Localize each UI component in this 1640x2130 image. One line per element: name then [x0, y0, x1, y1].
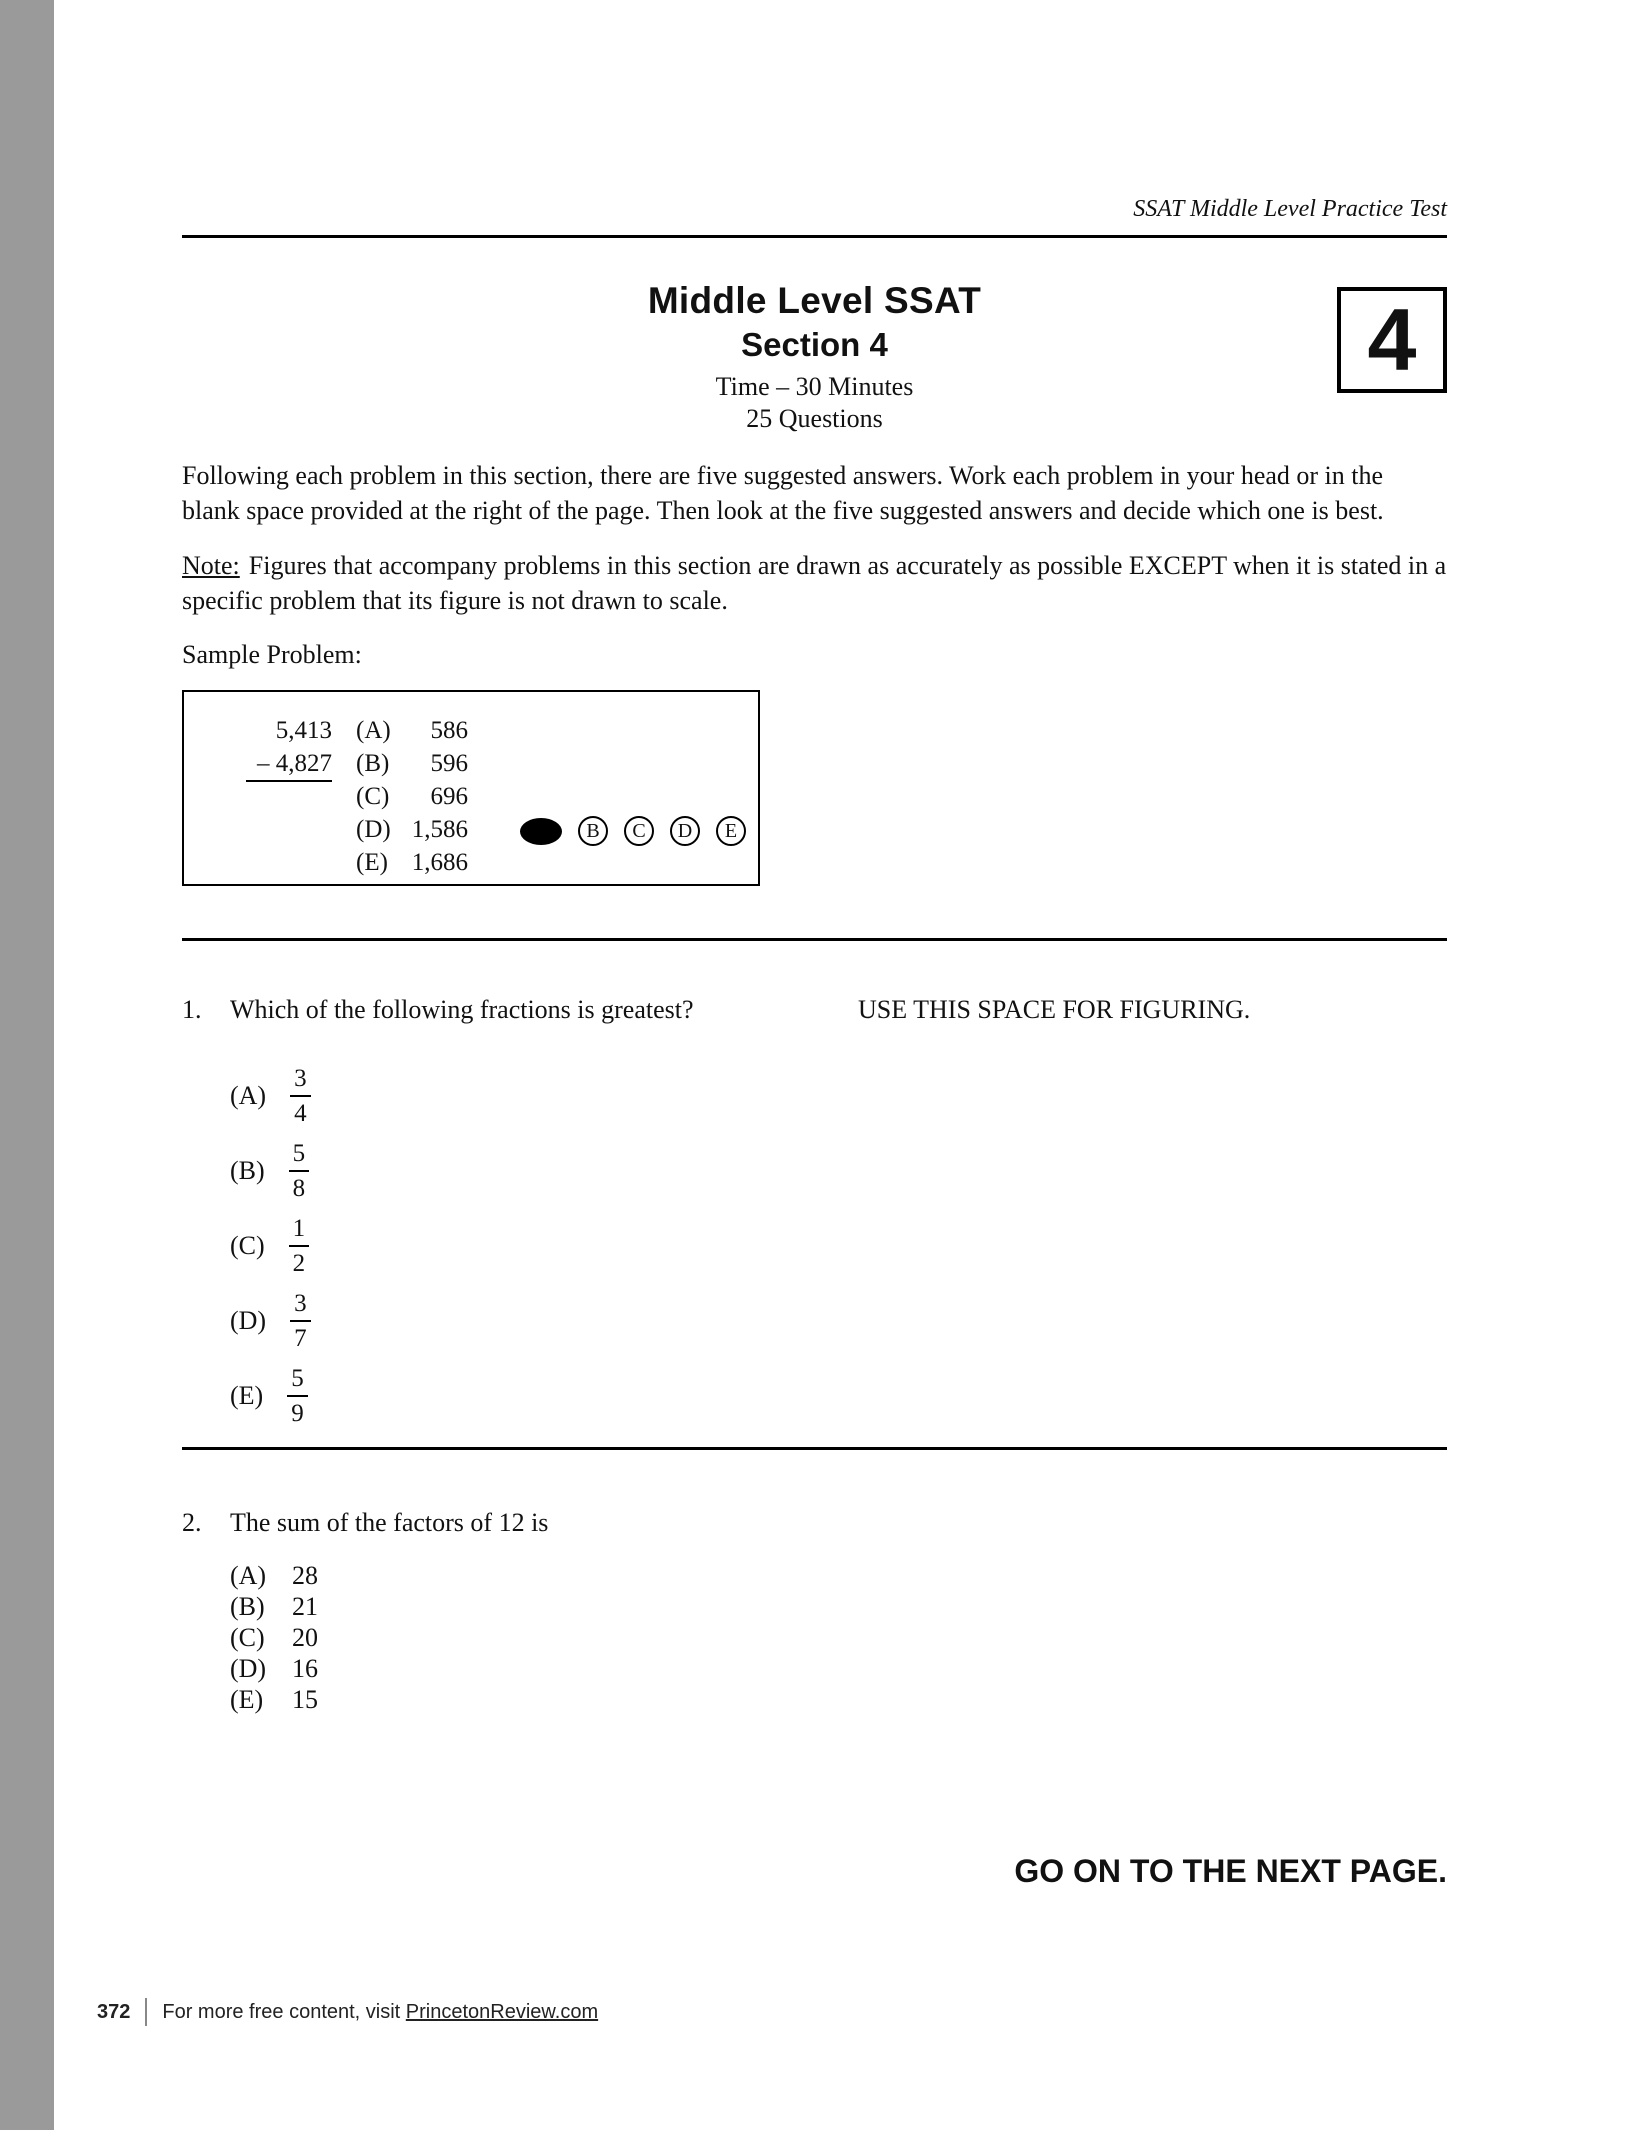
note-label: Note:: [182, 551, 240, 581]
question-2-choices: [230, 1560, 1447, 1715]
fraction: $\frac{5}{9}$: [287, 1364, 308, 1428]
fraction: $\frac{1}{2}$: [289, 1214, 310, 1278]
sample-choice-b: (B) 596: [356, 750, 468, 778]
note-paragraph: [182, 548, 1447, 618]
time-limit: Time – 30 Minutes: [715, 372, 914, 401]
section-title: Section 4: [741, 326, 888, 363]
section-number-box: 4: [1337, 287, 1447, 393]
sample-choice-c: (C) 696: [356, 783, 468, 811]
page-footer: [97, 1998, 598, 2026]
minuend: 5,413: [275, 717, 332, 745]
subtraction-problem: [246, 714, 332, 782]
footer-divider: [145, 1998, 147, 2026]
answer-bubble-row: [520, 816, 746, 846]
question-divider-rule: [182, 1447, 1447, 1450]
section-divider-rule: [182, 938, 1447, 941]
page-title: Middle Level SSAT: [647, 280, 982, 321]
q1-choice-d: (D) $\frac{3}{7}$: [230, 1288, 1447, 1354]
q1-choice-a: (A) $\frac{3}{4}$: [230, 1063, 1447, 1129]
question-1-number: 1.: [182, 995, 202, 1025]
page-content: [182, 0, 1447, 1890]
q1-choice-c: (C) $\frac{1}{2}$: [230, 1213, 1447, 1279]
bubble-a-filled-icon: [520, 818, 562, 845]
note-text: Figures that accompany problems in this section are drawn as accurately as possible EXCEPT when it is stated in a specific problem that its figure is not drawn to scale.: [182, 551, 1447, 616]
sample-choice-e: (E) 1,686: [356, 849, 468, 877]
sample-choice-a: (A) 586: [356, 717, 468, 745]
page-edge-strip: [0, 0, 54, 2130]
fraction: $\frac{3}{7}$: [290, 1289, 311, 1353]
footer-text: For more free content, visit PrincetonReview.com: [162, 2000, 599, 2023]
sample-problem-label: Sample Problem:: [182, 640, 362, 670]
bubble-e-icon: E: [716, 816, 746, 846]
sample-problem-box: [182, 690, 760, 886]
footer-link[interactable]: PrincetonReview.com: [405, 2000, 599, 2023]
q2-choice-e: (E) 15: [230, 1685, 318, 1715]
go-on-instruction: GO ON TO THE NEXT PAGE.: [1014, 1853, 1447, 1890]
figuring-space-note: USE THIS SPACE FOR FIGURING.: [858, 995, 1251, 1025]
question-1-text: Which of the following fractions is greatest?: [230, 995, 694, 1025]
header-rule: [182, 235, 1447, 238]
q1-choice-b: (B) $\frac{5}{8}$: [230, 1138, 1447, 1204]
bubble-d-icon: D: [670, 816, 700, 846]
question-2: [182, 1508, 1447, 1542]
subtrahend: – 4,827: [246, 747, 332, 782]
running-head: SSAT Middle Level Practice Test: [1133, 196, 1447, 222]
section-instructions: Following each problem in this section, there are five suggested answers. Work each problem in your head or in the blank space provided at the right of the page. Then look at the five suggested answers and decide which one is best.: [182, 461, 1384, 526]
sample-choice-d: (D) 1,586: [356, 816, 468, 844]
question-count: 25 Questions: [746, 404, 883, 433]
q2-choice-c: (C) 20: [230, 1623, 318, 1653]
fraction: $\frac{5}{8}$: [289, 1139, 310, 1203]
bubble-c-icon: C: [624, 816, 654, 846]
q2-choice-b: (B) 21: [230, 1592, 318, 1622]
sample-answer-choices: [356, 714, 468, 879]
question-2-text: The sum of the factors of 12 is: [230, 1508, 549, 1538]
question-2-number: 2.: [182, 1508, 202, 1538]
q1-choice-e: (E) $\frac{5}{9}$: [230, 1363, 1447, 1429]
fraction: $\frac{3}{4}$: [290, 1064, 311, 1128]
q2-choice-d: (D) 16: [230, 1654, 318, 1684]
bubble-b-icon: B: [578, 816, 608, 846]
page-number: 372: [97, 2000, 131, 2023]
question-1: [182, 995, 1447, 1029]
question-1-choices: [182, 1063, 1447, 1429]
q2-choice-a: (A) 28: [230, 1561, 318, 1591]
